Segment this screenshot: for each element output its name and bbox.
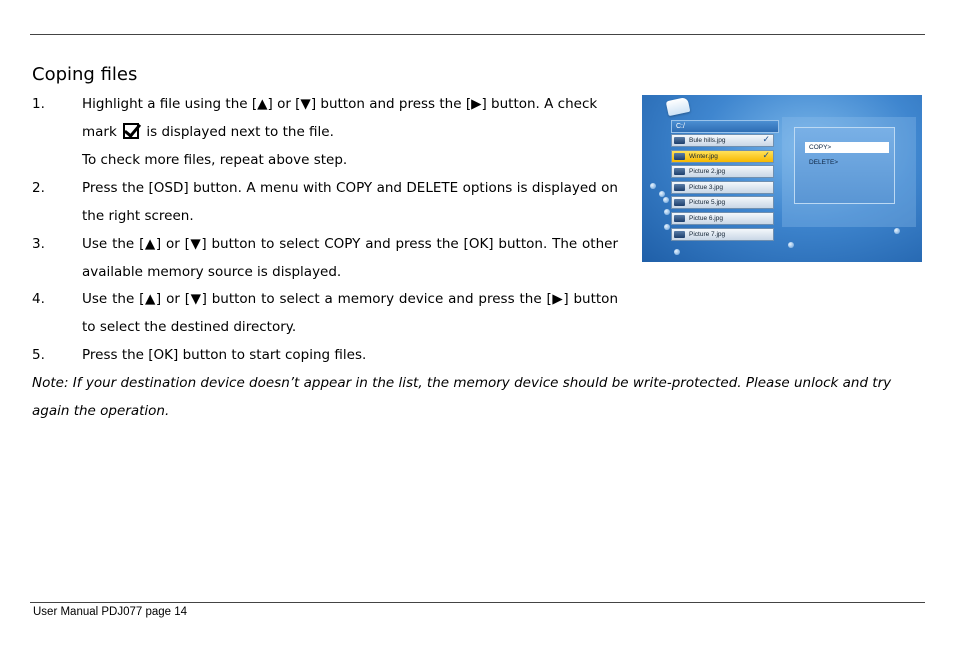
path-bar: C:/ [671, 120, 779, 133]
bubble-icon [674, 249, 680, 255]
file-row-selected: Winter.jpg ✓ [671, 150, 774, 163]
step-number: 3. [32, 236, 45, 252]
image-file-icon [674, 184, 685, 191]
note-label: Note: [32, 375, 69, 391]
file-row: Picture 2.jpg [671, 165, 774, 178]
note-paragraph [32, 369, 924, 425]
image-file-icon [674, 153, 685, 160]
image-file-icon [674, 231, 685, 238]
step-4 [32, 285, 618, 341]
bubble-icon [788, 242, 794, 248]
checkmark-box-icon [123, 123, 139, 139]
check-icon: ✓ [762, 149, 770, 160]
step-number: 1. [32, 96, 45, 112]
bubble-icon [650, 183, 656, 189]
footer-text: User Manual PDJ077 page 14 [33, 606, 188, 618]
bubble-icon [664, 209, 670, 215]
step-1 [32, 90, 618, 174]
image-file-icon [674, 168, 685, 175]
file-row: Bule hills.jpg ✓ [671, 134, 774, 147]
section-heading: Coping files [32, 64, 138, 85]
bubble-icon [659, 191, 665, 197]
bubble-icon [664, 224, 670, 230]
step-3: 3. Use the [▲] or [▼] button to select COPY and press the [OK] button. The other available memory source is displayed. [32, 230, 618, 286]
step-text: Highlight a file using the [▲] or [▼] button and press the [▶] button. A check [82, 96, 598, 112]
step-2: 2. Press the [OSD] button. A menu with COPY and DELETE options is displayed on the right screen. [32, 174, 618, 230]
ok-button-label: OK [468, 236, 489, 252]
menu-item-delete: DELETE> [809, 159, 839, 166]
copy-label: COPY [324, 236, 361, 252]
file-row: Picture 5.jpg [671, 196, 774, 209]
step-text: To check more files, repeat above step. [82, 152, 348, 168]
file-list [671, 134, 774, 243]
check-icon: ✓ [762, 134, 770, 144]
note-text: If your destination device doesn’t appear in the list, the memory device should be write-protected. Please unlock and try again the operation. [32, 375, 892, 419]
step-text: mark [82, 124, 117, 140]
image-file-icon [674, 215, 685, 222]
file-row: Picture 7.jpg [671, 228, 774, 241]
osd-button-label: OSD [153, 180, 184, 196]
file-row: Pictue 6.jpg [671, 212, 774, 225]
step-number: 5. [32, 347, 45, 363]
osd-menu [794, 127, 895, 204]
step-text: Use the [▲] or [▼] button to select a memory device and press the [▶] button to select the destined directory. [82, 291, 618, 335]
step-number: 2. [32, 180, 45, 196]
ok-button-label: OK [153, 347, 174, 363]
device-screenshot [642, 95, 922, 262]
bubble-icon [663, 197, 669, 203]
step-number: 4. [32, 291, 45, 307]
image-file-icon [674, 137, 685, 144]
file-row: Pictue 3.jpg [671, 181, 774, 194]
step-5: 5. Press the [OK] button to start coping files. [32, 341, 618, 369]
folder-icon [666, 97, 691, 116]
menu-item-copy: COPY> [805, 142, 889, 153]
step-text: is displayed next to the file. [146, 124, 334, 140]
image-file-icon [674, 199, 685, 206]
footer-rule [30, 602, 925, 603]
bubble-icon [894, 228, 900, 234]
header-rule [30, 34, 925, 35]
